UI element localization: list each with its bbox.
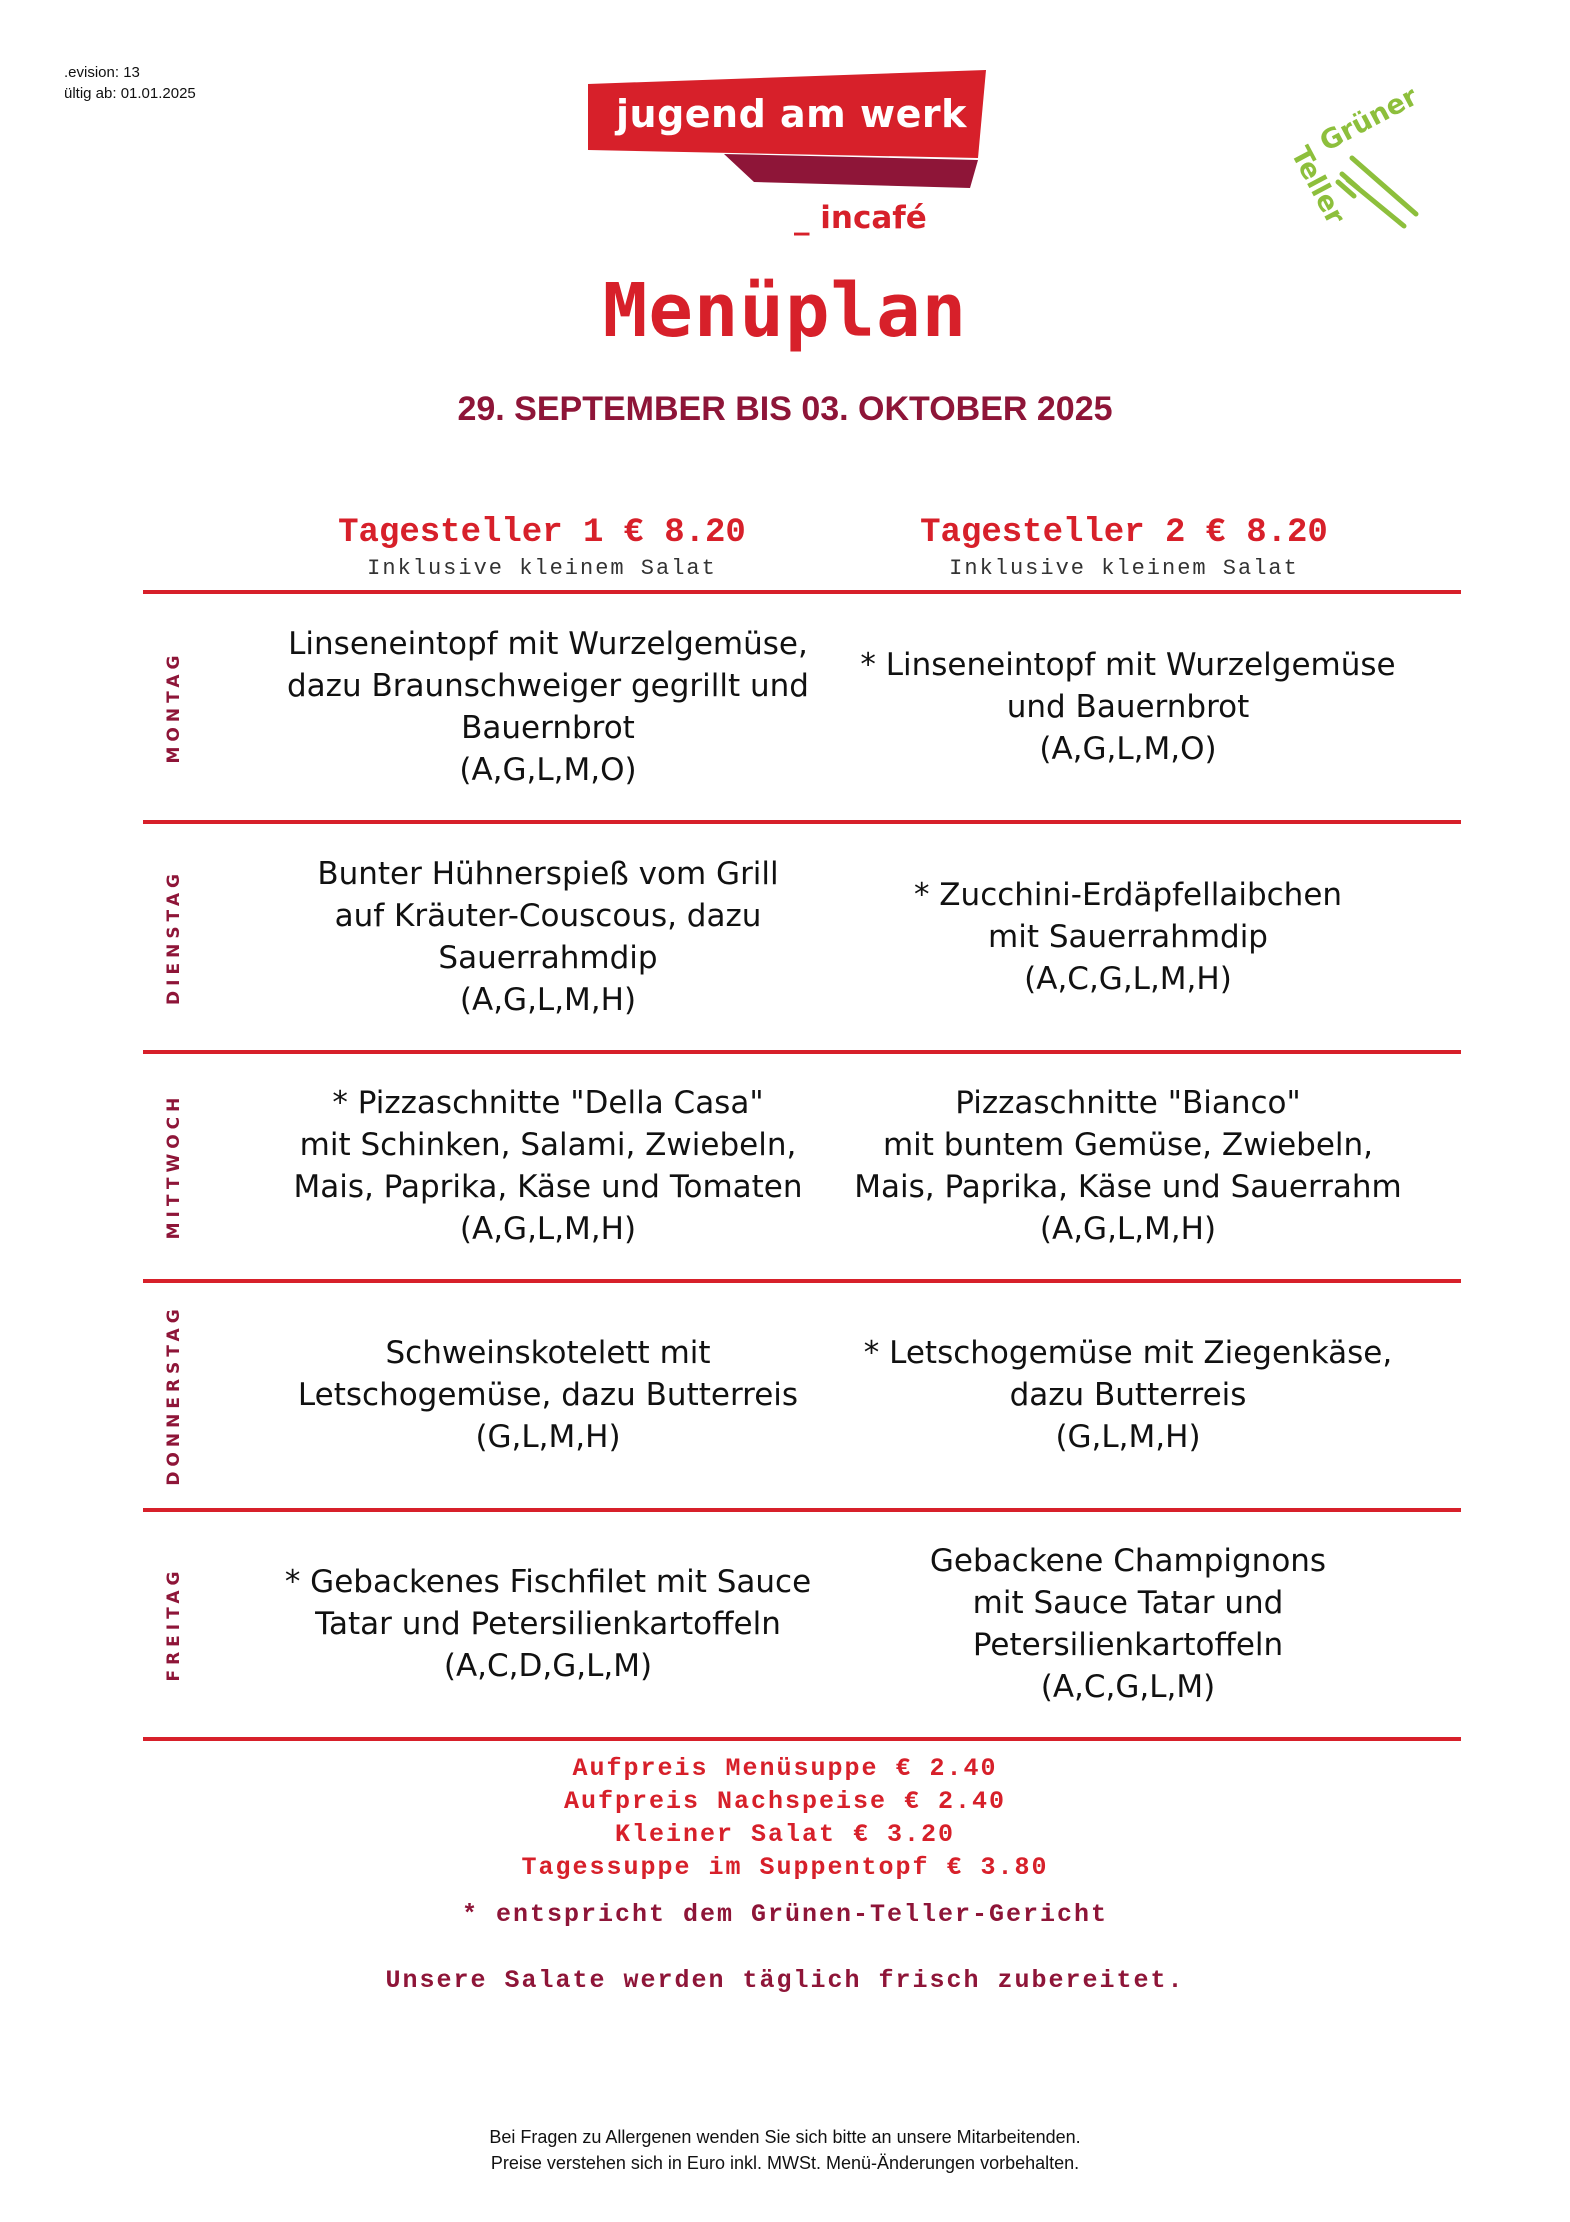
- fork-knife-icon: [1334, 140, 1434, 230]
- dish-monday-2: * Linseneintopf mit Wurzelgemüse und Bauernbrot (A,G,L,M,O): [860, 647, 1396, 767]
- divider-line: [143, 1050, 1461, 1054]
- date-range: 29. SEPTEMBER BIS 03. OKTOBER 2025: [457, 390, 1113, 428]
- dish-thursday-1: Schweinskotelett mit Letschogemüse, dazu Butterreis (G,L,M,H): [297, 1335, 799, 1455]
- extra-soup-price: Aufpreis Menüsuppe € 2.40: [572, 1754, 998, 1783]
- green-plate-note: * entspricht dem Grünen-Teller-Gericht: [461, 1900, 1109, 1929]
- divider-line: [143, 1737, 1461, 1741]
- gruener-teller-badge: [1272, 81, 1442, 236]
- column-header-2: [834, 514, 1414, 581]
- badge-word-teller: Teller: [1284, 141, 1351, 230]
- allergen-note: Bei Fragen zu Allergenen wenden Sie sich bitte an unsere Mitarbeitenden.: [489, 2127, 1081, 2147]
- column-1-price: € 8.20: [623, 514, 746, 552]
- logo-incafe-text: _ incafé: [794, 200, 927, 236]
- valid-from: ültig ab: 01.01.2025: [64, 85, 196, 102]
- column-header-1: [252, 514, 832, 581]
- menu-page: .evision: 13 ültig ab: 01.01.2025 jugend am werk _ _ incafé Grüner Teller Menüplan 29. SEPTEMBER BIS 03. OKTOBER 2025 Tagesteller 1 € 8.20 Inklusive kleinem Salat Tagesteller 2 € 8.20 Inklusive kleinem Salat MONTAG Linseneintopf mit Wurzelgemüse, dazu Braunschweiger gegrillt und Bauernbrot (A,G,L,M,O) * Linseneintopf mit Wurzelgemüse und Bauernbrot (A,G,L,M,O) DIENSTAG Bunter Hühnerspieß vom Grill auf Kräuter-Couscous, dazu Sauerrahmdip (A,G,L,M,H) * Zucchini-Erdäpfellaibchen mit Sauerrahmdip (A,C,G,L,M,H) MITTWOCH * Pizzaschnitte "Della Casa" mit Schinken, Salami, Zwiebeln, Mais, Paprika, Käse und Tomaten (A,G,L,M,H) Pizzaschnitte "Bianco" mit buntem Gemüse, Zwiebeln, Mais, Paprika, Käse und Sauerrahm (A,G,L,M,H) DONNERSTAG Schweinskotelett mit Letschogemüse, dazu Butterreis (G,L,M,H) * Letschogemüse mit Ziegenkäse, dazu Butterreis (G,L,M,H) FREITAG * Gebackenes Fischfilet mit Sauce Tatar und Petersilienkartoffeln (A,C,D,G,L,M) Gebackene Champignons mit Sauce Tatar und Petersilienkartoffeln (A,C,G,L,M) Aufpreis Menüsuppe € 2.40 Aufpreis Nachspeise € 2.40 Kleiner Salat € 3.20 Tagessuppe im Suppentopf € 3.80 * entspricht dem Grünen-Teller-Gericht Unsere Salate werden täglich frisch zubereitet. Bei Fragen zu Allergenen wenden Sie sich bitte an unsere Mitarbeitenden. Preise verstehen sich in Euro inkl. MWSt. Menü-Änderungen vorbehalten.: [0, 0, 1570, 2222]
- price-note: Preise verstehen sich in Euro inkl. MWSt. Menü-Änderungen vorbehalten.: [490, 2153, 1080, 2173]
- dish-tuesday-1: Bunter Hühnerspieß vom Grill auf Kräuter-Couscous, dazu Sauerrahmdip (A,G,L,M,H): [317, 856, 779, 1018]
- revision-info: [64, 62, 196, 104]
- dish-thursday-2: * Letschogemüse mit Ziegenkäse, dazu Butterreis (G,L,M,H): [863, 1335, 1393, 1455]
- column-2-note: Inklusive kleinem Salat: [949, 556, 1299, 581]
- divider-line: [143, 1508, 1461, 1512]
- dish-friday-1: * Gebackenes Fischfilet mit Sauce Tatar und Petersilienkartoffeln (A,C,D,G,L,M): [284, 1564, 812, 1684]
- badge-word-gruener: Grüner: [1314, 81, 1423, 158]
- dish-wednesday-2: Pizzaschnitte "Bianco" mit buntem Gemüse, Zwiebeln, Mais, Paprika, Käse und Sauerrahm (A,G,L,M,H): [854, 1085, 1402, 1247]
- extra-salad-price: Kleiner Salat € 3.20: [614, 1820, 956, 1849]
- jugend-am-werk-logo: [584, 70, 994, 235]
- footer-notes: [0, 2124, 1570, 2176]
- column-2-price: € 8.20: [1205, 514, 1328, 552]
- dish-friday-2: Gebackene Champignons mit Sauce Tatar und Petersilienkartoffeln (A,C,G,L,M): [929, 1543, 1327, 1705]
- divider-line: [143, 590, 1461, 594]
- page-title: Menüplan: [602, 268, 968, 354]
- column-1-name: Tagesteller 1: [338, 514, 604, 552]
- logo-brand-text: jugend am werk _: [616, 92, 967, 180]
- column-1-note: Inklusive kleinem Salat: [367, 556, 717, 581]
- divider-line: [143, 820, 1461, 824]
- dish-monday-1: Linseneintopf mit Wurzelgemüse, dazu Braunschweiger gegrillt und Bauernbrot (A,G,L,M,O): [287, 626, 809, 788]
- revision-number: .evision: 13: [64, 64, 140, 81]
- salad-note: Unsere Salate werden täglich frisch zubereitet.: [385, 1966, 1185, 1995]
- extra-dessert-price: Aufpreis Nachspeise € 2.40: [563, 1787, 1007, 1816]
- column-2-name: Tagesteller 2: [920, 514, 1186, 552]
- dish-wednesday-1: * Pizzaschnitte "Della Casa" mit Schinken, Salami, Zwiebeln, Mais, Paprika, Käse und Tomaten (A,G,L,M,H): [293, 1085, 803, 1247]
- dish-tuesday-2: * Zucchini-Erdäpfellaibchen mit Sauerrahmdip (A,C,G,L,M,H): [913, 877, 1343, 997]
- extras-price-list: [0, 1752, 1570, 1884]
- extra-soup-pot-price: Tagessuppe im Suppentopf € 3.80: [521, 1853, 1049, 1882]
- divider-line: [143, 1279, 1461, 1283]
